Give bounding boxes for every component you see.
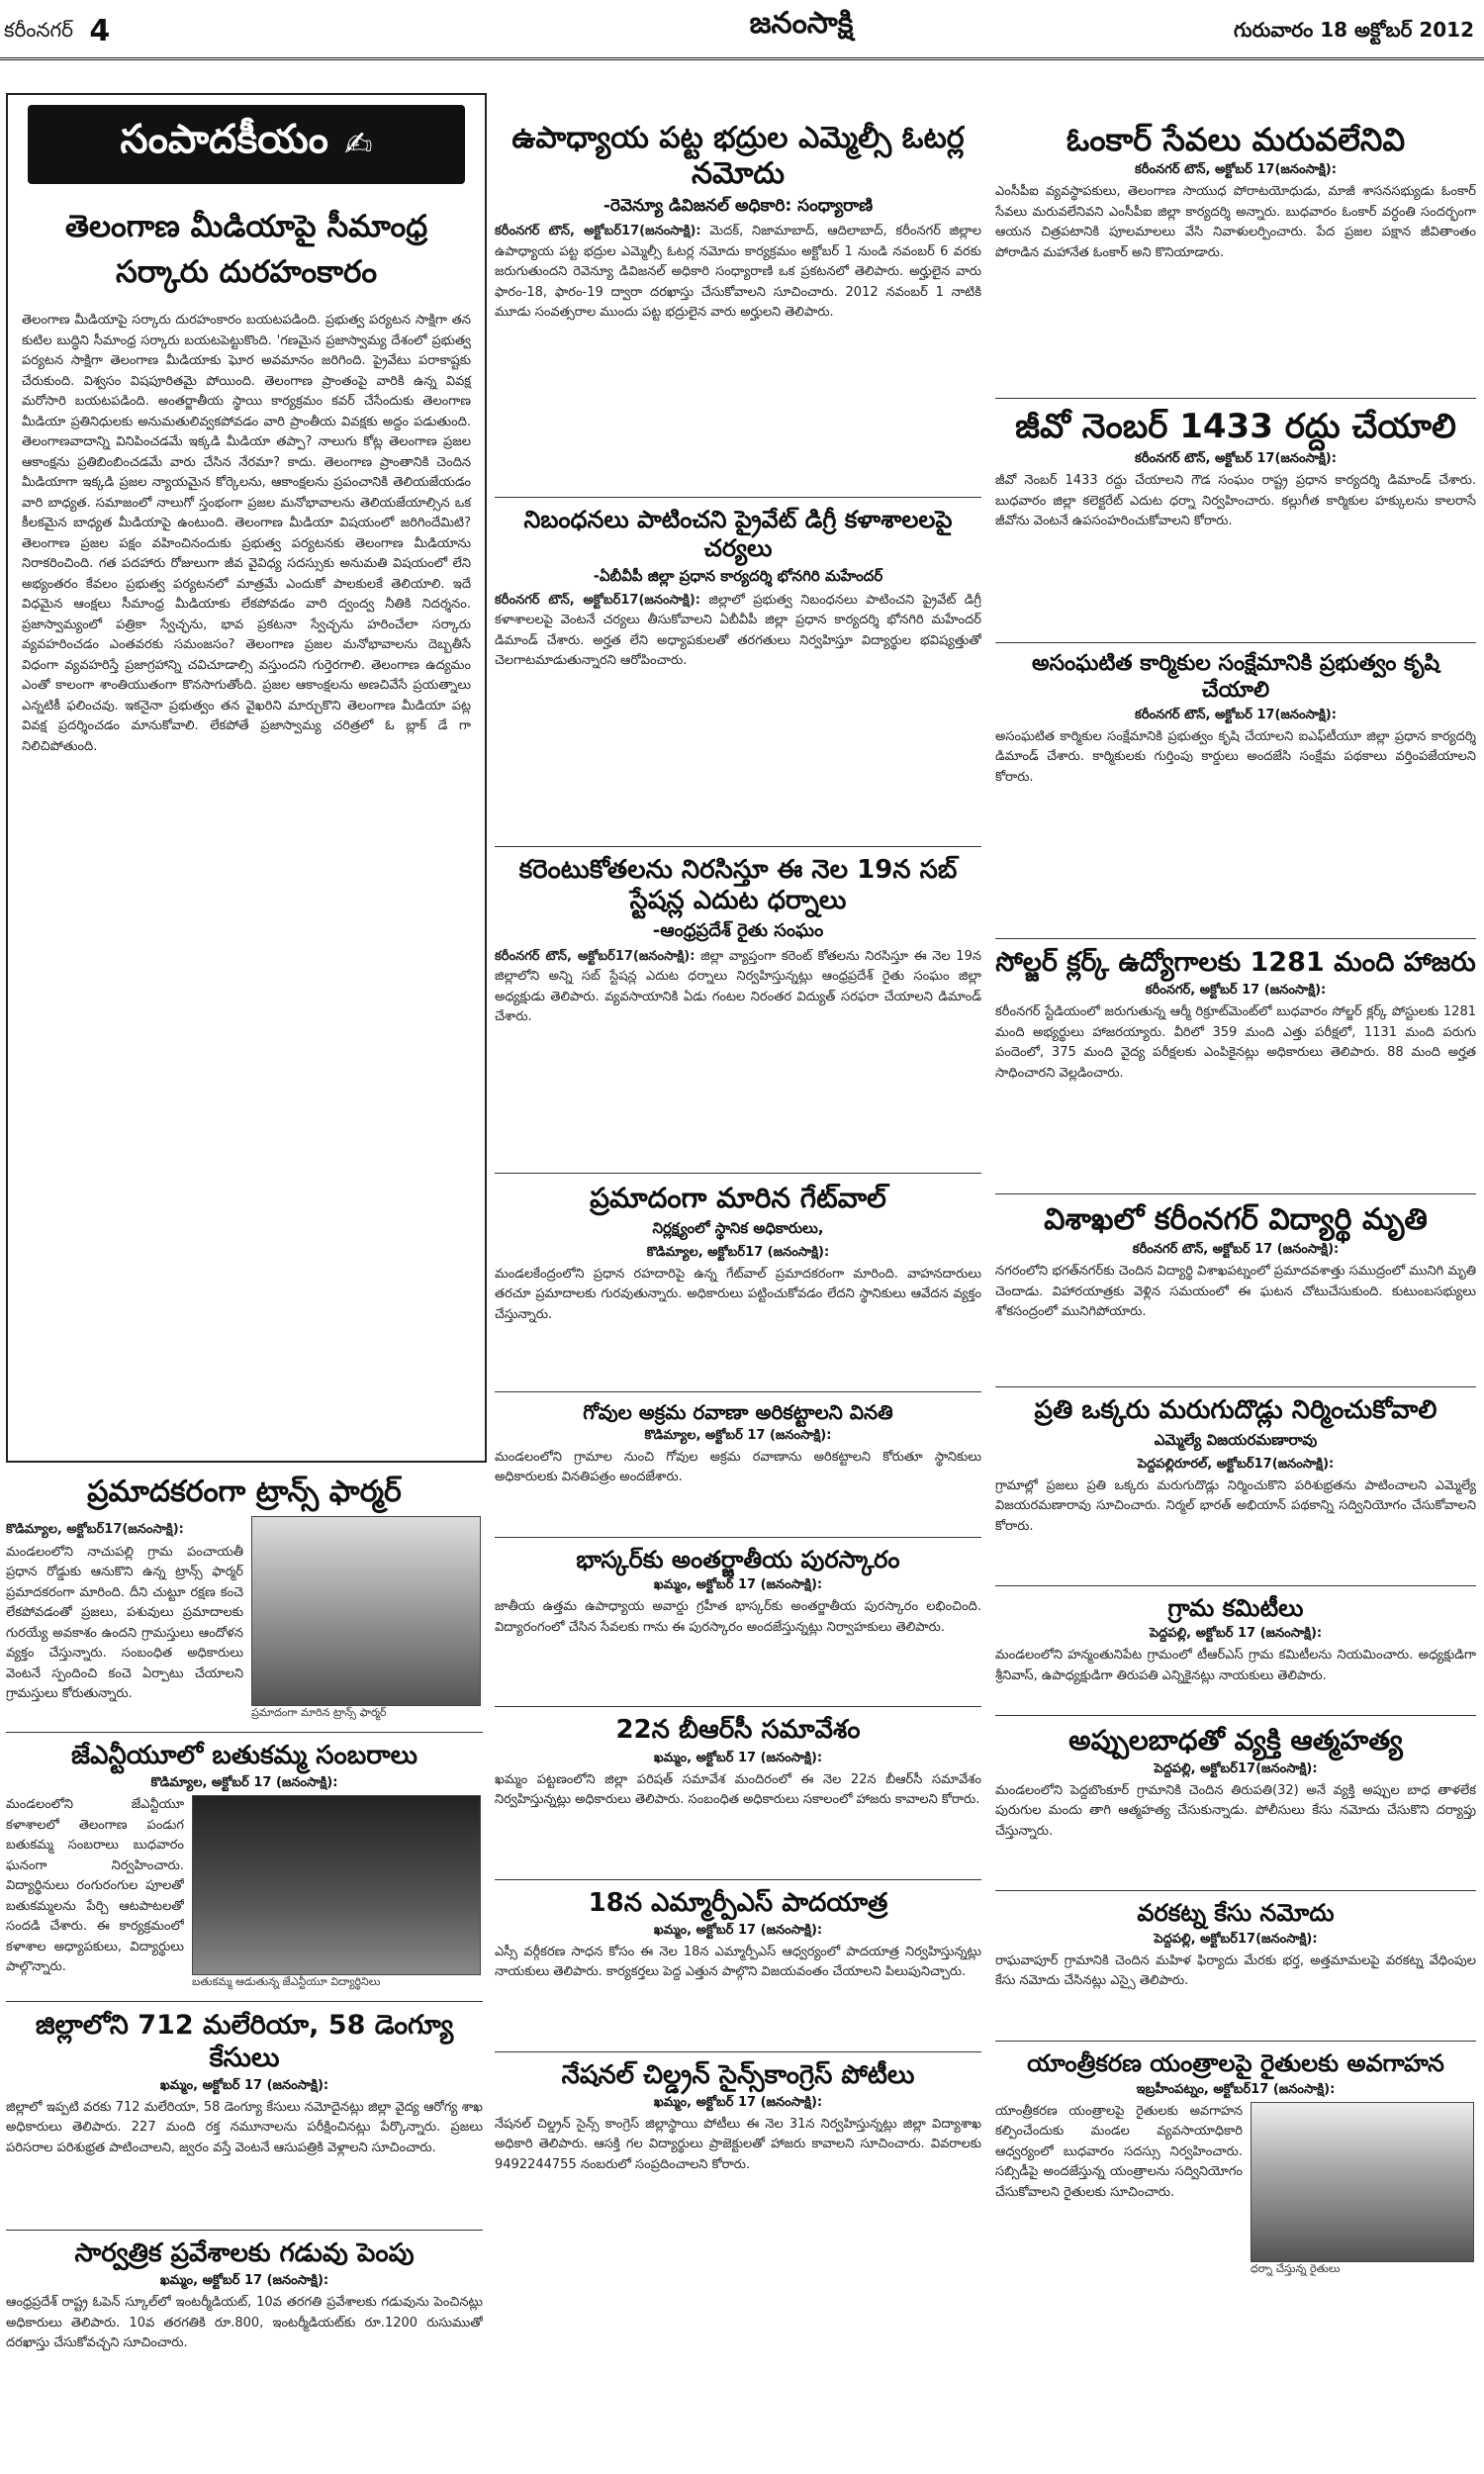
article-dateline: పెద్దపల్లిరూరల్, అక్టోబర్17(జనంసాక్షి): (1137, 1456, 1335, 1472)
editorial-title: తెలంగాణ మీడియాపై సీమాంధ్ర సర్కారు దురహంకారం (64, 209, 428, 290)
article-body-text: జిల్లా వ్యాప్తంగా కరెంట్ కోతలను నిరసిస్తూ ఈ నెల 19న జిల్లాలోని అన్ని సబ్ స్టేషన్ల ఎదుట ధర్నాలు నిర్వహిస్తున్నట్లు ఆంధ్రప్రదేశ్ రైతు సంఘం జిల్లా అధ్యక్షుడు తెలిపారు. వ్యవసాయానికి ఏడు గంటల నిరంతర విద్యుత్ సరఫరా చేయాలని డిమాండ్ చేశారు. (495, 948, 981, 1025)
article (495, 2060, 981, 2216)
article (995, 1202, 1476, 1379)
transformer-photo (251, 1516, 481, 1706)
right-column (995, 121, 1476, 2300)
article-headline: జేఎన్టీయూలో బతుకమ్మ సంబరాలు (70, 1741, 418, 1770)
article (495, 1546, 981, 1699)
divider (495, 497, 981, 498)
article-dateline: ఖమ్మం, అక్టోబర్ 17 (జనంసాక్షి): (653, 1922, 823, 1938)
divider (995, 938, 1476, 939)
article-body: అసంఘటిత కార్మికుల సంక్షేమానికి ప్రభుత్వం కృషి చేయాలని ఐఎఫ్‌టీయూ జిల్లా ప్రధాన కార్యదర్శి డిమాండ్ చేశారు. కార్మికులకు గుర్తింపు కార్డులు అందజేసి సంక్షేమ పథకాలు వర్తింపజేయాలని కోరారు. (995, 728, 1476, 785)
divider (995, 2041, 1476, 2042)
article (495, 1715, 981, 1870)
article-headline: ప్రతి ఒక్కరు మరుగుదొడ్లు నిర్మించుకోవాలి (1034, 1395, 1438, 1426)
article-body: రాఘవాపూర్ గ్రామానికి చెందిన మహిళ ఫిర్యాదు మేరకు భర్త, అత్తమామలపై వరకట్న వేధింపుల కేసు నమోదు చేసినట్లు ఎస్సై తెలిపారు. (995, 1952, 1476, 1989)
section-name: కరీంనగర్ (4, 18, 73, 42)
article-dateline: ఇబ్రహీంపట్నం, అక్టోబర్17 (జనంసాక్షి): (1136, 2081, 1336, 2097)
article-dateline: పెద్దపల్లి, అక్టోబర్17(జనంసాక్షి): (1154, 1931, 1318, 1947)
article-body-text: జిల్లాలో ప్రభుత్వ నిబంధనలు పాటించని ప్రైవేట్ డిగ్రీ కళాశాలలపై వెంటనే చర్యలు తీసుకోవాలని ఏబీవీపీ జిల్లా ప్రధాన కార్యదర్శి భోనగిరి మహేందర్ డిమాండ్ చేశారు. అర్హత లేని అధ్యాపకులతో తరగతులు నిర్వహిస్తూ విద్యార్థుల భవిష్యత్తుతో చెలగాటమాడుతున్నారని ఆరోపించారు. (495, 592, 981, 669)
bathukamma-photo (192, 1795, 481, 1975)
page-number: 4 (89, 14, 111, 48)
article-headline: భాస్కర్‌కు అంతర్జాతీయ పురస్కారం (576, 1545, 900, 1573)
article-body: ఖమ్మం పట్టణంలోని జిల్లా పరిషత్ సమావేశ మందిరంలో ఈ నెల 22న బీఆర్‌సీ సమావేశం నిర్వహిస్తున్నట్లు అధికారులు తెలిపారు. సంబంధిత అధికారులు సకాలంలో హాజరు కావాలని కోరారు. (495, 1771, 981, 1808)
photo-caption: ప్రమాదంగా మారిన ట్రాన్స్ ఫార్మర్ (251, 1706, 387, 1719)
divider (495, 2051, 981, 2052)
divider (495, 1391, 981, 1392)
divider (995, 1193, 1476, 1194)
editorial-banner-label: సంపాదకీయం (120, 117, 328, 162)
article-body: యాంత్రీకరణ యంత్రాలపై రైతులకు అవగాహన కల్పించేందుకు మండల వ్యవసాయాధికారి ఆధ్వర్యంలో బుధవారం సదస్సు నిర్వహించారు. సబ్సిడీపై అందజేస్తున్న యంత్రాలను సద్వినియోగం చేసుకోవాలని రైతులకు సూచించారు. (995, 2103, 1243, 2200)
article (995, 2049, 1476, 2300)
divider (995, 1715, 1476, 1716)
article-headline: గ్రామ కమిటీలు (1167, 1593, 1304, 1622)
article-body-text: మెదక్, నిజామాబాద్, ఆదిలాబాద్, కరీంనగర్ జిల్లాల ఉపాధ్యాయ పట్ట భద్రుల ఎమ్మెల్సీ ఓటర్ల నమోదు కార్యక్రమం అక్టోబర్ 1 నుండి నవంబర్ 6 వరకు జరుగుతుందని రెవెన్యూ డివిజనల్ అధికారి సంధ్యారాణి ఒక ప్రకటనలో తెలిపారు. అర్హులైన వారు ఫారం-18, ఫారం-19 ద్వారా దరఖాస్తు చేసుకోవాలని సూచించారు. 2012 నవంబర్ 1 నాటికి మూడు సంవత్సరాల ముందు పట్ట భద్రులైన వారు అర్హులని తెలిపారు. (495, 224, 981, 320)
article-headline: నిబంధనలు పాటించని ప్రైవేట్ డిగ్రీ కళాశాలలపై చర్యలు (523, 506, 953, 562)
article-headline: ప్రమాదంగా మారిన గేట్‌వాల్ (590, 1181, 886, 1214)
article-headline: సార్వత్రిక ప్రవేశాలకు గడువు పెంపు (74, 2237, 415, 2268)
article-dateline: కొడిమ్యాల, అక్టోబర్17 (జనంసాక్షి): (646, 1244, 830, 1260)
editorial-box (6, 93, 487, 1463)
pen-icon: ✍ (343, 125, 373, 164)
article (995, 121, 1476, 390)
article-dateline: కరీంనగర్ టౌన్, అక్టోబర్ 17(జనంసాక్షి): (1135, 451, 1337, 467)
article-dateline: కొడిమ్యాల, అక్టోబర్ 17 (జనంసాక్షి): (150, 1775, 338, 1791)
divider (495, 1173, 981, 1174)
divider (995, 398, 1476, 399)
article-headline: సోల్జర్ క్లర్క్ ఉద్యోగాలకు 1281 మంది హాజరు (995, 946, 1476, 978)
article-body: మండలంలోని హన్మంతునిపేట గ్రామంలో టీఆర్ఎస్ గ్రామ కమిటీలను నియమించారు. అధ్యక్షుడిగా శ్రీనివాస్, ఉపాధ్యక్షుడిగా తిరుపతి ఎన్నికైనట్లు నాయకులు తెలిపారు. (995, 1648, 1476, 1683)
article-headline: 18న ఎమ్మార్పీఎస్ పాదయాత్ర (588, 1887, 888, 1918)
article-body: గ్రామాల్లో ప్రజలు ప్రతి ఒక్కరు మరుగుదొడ్లు నిర్మించుకొని పరిశుభ్రతను పాటించాలని ఎమ్మెల్యే విజయరమణారావు సూచించారు. నిర్మల్ భారత్ అభియాన్ పథకాన్ని సద్వినియోగం చేసుకోవాలని కోరారు. (995, 1477, 1476, 1534)
article-body: జాతీయ ఉత్తమ ఉపాధ్యాయ అవార్డు గ్రహీత భాస్కర్‌కు అంతర్జాతీయ పురస్కారం లభించింది. విద్యారంగంలో చేసిన సేవలకు గాను ఈ పురస్కారం అందజేస్తున్నట్లు నిర్వాహకులు తెలిపారు. (495, 1599, 981, 1635)
editorial-body-text: తెలంగాణ మీడియాపై సర్కారు దురహంకారం బయటపడింది. ప్రభుత్వ పర్యటన సాక్షిగా తన కుటిల బుద్ధిని సీమాంధ్ర సర్కారు బయటపెట్టుకొంది. 'గణమైన ప్రజాస్వామ్య దేశంలో ప్రభుత్వ పర్యటన సాక్షిగా తెలంగాణ మీడియాకు ఘోర అవమానం జరిగింది. ప్రైవేటు పరాకాష్టకు చేరుకుంది. విశ్వసం విషపూరితమై పోయింది. తెలంగాణ ప్రాంతంపై వారికి ఉన్న వివక్ష మరోసారి బయటపడింది. అంతర్జాతీయ స్థాయి కార్యక్రమం కవర్ చేసేందుకు తెలంగాణ మీడియా ప్రతినిధులకు అనుమతులివ్వకపోవడం వారి ప్రాంతీయ వివక్షకు అద్దం పడుతుంది. తెలంగాణవాదాన్ని వినిపించడమే ఇక్కడి మీడియా తప్పా? నాలుగు కోట్ల తెలంగాణ ప్రజల ఆకాంక్షను ప్రతిబింబించడమే వారు చేసిన నేరమా? కాదు. తెలంగాణ ప్రాంతానికి చెందిన మీడియాగా ఇక్కడి ప్రజల న్యాయమైన కోర్కెలను, ఆకాంక్షలను ప్రపంచానికి తెలియజేయడం వారి బాధ్యత. సమాజంలో నాలుగో స్తంభంగా ప్రజల మనోభావాలను తెలియజేయాల్సిన ఒక కీలకమైన బాధ్యత మీడియాపై ఉంటుంది. తెలంగాణ మీడియా విషయంలో జరిగిందేమిటి? తెలంగాణ ప్రజల పక్షం వహించినందుకు ప్రభుత్వ పర్యటనకు తెలంగాణ మీడియాను నిరాకరించింది. గత పదహారు రోజులుగా జీవ వైవిధ్య సదస్సుకు అనుమతి విషయంలో లేని అభ్యంతరం కేవలం ప్రభుత్వ పర్యటనలో మాత్రమే ఎందుకో పాలకులకే తెలియాలి. ఇదే విధమైన ఆంక్షలు సీమాంధ్ర మీడియాకు లేకపోవడం వారి ద్వంద్వ నీతికి నిదర్శనం. ప్రజాస్వామ్యంలో పత్రికా స్వేచ్ఛను, భావ ప్రకటనా స్వేచ్ఛను హరించేలా సర్కారు వ్యవహరించడం ఎంతవరకు సమంజసం? తెలంగాణ ప్రజల మనోభావాలను దెబ్బతీసే విధంగా వ్యవహరిస్తే ప్రజాగ్రహాన్ని చవిచూడాల్సి వస్తుందని గుర్తెరగాలి. తెలంగాణ ఉద్యమం ఎంతో కాలంగా శాంతియుతంగా కొనసాగుతోంది. ప్రజల ఆకాంక్షలను అణచివేసే ప్రయత్నాలు ఎన్నటికీ ఫలించవు. ఇకనైనా ప్రభుత్వం తన వైఖరిని మార్చుకొని తెలంగాణ మీడియా పట్ల వివక్ష ప్రదర్శించడం మానుకోవాలి. లేకపోతే ప్రజాస్వామ్య చరిత్రలో ఓ బ్లాక్ డే గా నిలిచిపోతుంది. (22, 313, 471, 754)
paper-logo (693, 6, 910, 46)
article-dateline: కొడిమ్యాల, అక్టోబర్17(జనంసాక్షి): (6, 1522, 184, 1537)
issue-date: గురువారం 18 అక్టోబర్ 2012 (1233, 18, 1474, 42)
divider (995, 642, 1476, 643)
article-body-text: మండలంలోని నాచుపల్లి గ్రామ పంచాయతీ ప్రధాన రోడ్డుకు ఆనుకొని ఉన్న ట్రాన్స్ ఫార్మర్ ప్రమాదకరంగా మారింది. దీని చుట్టూ రక్షణ కంచె లేకపోవడంతో ప్రజలు, పశువులు ప్రమాదాలకు గురయ్యే అవకాశం ఉందని గ్రామస్తులు ఆందోళన వ్యక్తం చేస్తున్నారు. సంబంధిత అధికారులు వెంటనే స్పందించి కంచె ఏర్పాటు చేయాలని గ్రామస్తులు కోరుతున్నారు. (6, 1544, 243, 1701)
article-body: జీవో నెంబర్ 1433 రద్దు చేయాలని గౌడ సంఘం రాష్ట్ర ప్రధాన కార్యదర్శి డిమాండ్ చేశారు. బుధవారం జిల్లా కలెక్టరేట్ ఎదుట ధర్నా నిర్వహించారు. కల్లుగీత కార్మికుల హక్కులను కాలరాసే జీవోను వెంటనే ఉపసంహరించుకోవాలని కోరారు. (995, 473, 1476, 529)
article (995, 1899, 1476, 2033)
article-headline: 22న బీఆర్‌సీ సమావేశం (615, 1715, 861, 1746)
divider (495, 1537, 981, 1538)
article (495, 1182, 981, 1383)
article-body: మండలకేంద్రంలోని ప్రధాన రహదారిపై ఉన్న గేట్‌వాల్ ప్రమాదకరంగా మారింది. వాహనదారులు తరచూ ప్రమాదాలకు గురవుతున్నారు. అధికారులు పట్టించుకోవడం లేదని స్థానికులు ఆవేదన వ్యక్తం చేస్తున్నారు. (495, 1266, 981, 1322)
article-body: నగరంలోని భగత్‌నగర్‌కు చెందిన విద్యార్థి విశాఖపట్నంలో ప్రమాదవశాత్తు సముద్రంలో మునిగి మృతి చెందాడు. విహారయాత్రకు వెళ్లిన సమయంలో ఈ ఘటన చోటుచేసుకుంది. కుటుంబసభ్యులు శోకసంద్రంలో మునిగిపోయారు. (995, 1264, 1476, 1320)
article-headline: నేషనల్ చిల్డ్రన్ సైన్స్‌కాంగ్రెస్ పోటీలు (561, 2059, 915, 2090)
article-headline: యాంత్రీకరణ యంత్రాలపై రైతులకు అవగాహన (1027, 2048, 1444, 2077)
article-headline: విశాఖలో కరీంనగర్ విద్యార్థి మృతి (1044, 1202, 1428, 1238)
divider (6, 1732, 483, 1733)
divider (6, 2230, 483, 2231)
article-dateline: కరీంనగర్, అక్టోబర్ 17 (జనంసాక్షి): (1145, 983, 1327, 999)
article-body: మండలంలోని జేఎన్టీయూ కళాశాలలో తెలంగాణ పండుగ బతుకమ్మ సంబరాలు బుధవారం ఘనంగా నిర్వహించారు. విద్యార్థినులు రంగురంగుల పూలతో బతుకమ్మలను పేర్చి ఆటపాటలతో సందడి చేశారు. ఈ కార్యక్రమంలో కళాశాల అధ్యాపకులు, విద్యార్థులు పాల్గొన్నారు. (6, 1797, 184, 1975)
article (995, 407, 1476, 634)
article (6, 2238, 483, 2397)
article-body: మండలంలోని గ్రామాల నుంచి గోవుల అక్రమ రవాణాను అరికట్టాలని కోరుతూ స్థానికులు అధికారులకు వినతిపత్రం అందజేశారు. (495, 1449, 981, 1485)
article-body: మండలంలోని పెద్దబొంకూర్ గ్రామానికి చెందిన తిరుపతి(32) అనే వ్యక్తి అప్పుల బాధ తాళలేక పురుగుల మందు తాగి ఆత్మహత్య చేసుకున్నాడు. పోలీసులు కేసు నమోదు చేసుకొని దర్యాప్తు చేస్తున్నారు. (995, 1782, 1476, 1839)
article-headline: ఓంకార్ సేవలు మరువలేనివి (1066, 121, 1406, 158)
divider (6, 2001, 483, 2002)
divider (495, 1706, 981, 1707)
article-body (6, 1516, 243, 1724)
article-body (495, 222, 981, 489)
article-dateline: ఖమ్మం, అక్టోబర్ 17 (జనంసాక్షి): (653, 1750, 823, 1765)
article-subhead: -రెవెన్యూ డివిజనల్ అధికారి: సంధ్యారాణి (603, 196, 874, 216)
article-body: నేషనల్ చిల్డ్రన్ సైన్స్ కాంగ్రెస్ జిల్లాస్థాయి పోటీలు ఈ నెల 31న నిర్వహిస్తున్నట్లు జిల్లా విద్యాశాఖ అధికారి తెలిపారు. ఆసక్తి గల విద్యార్థులు ప్రాజెక్టులతో హాజరు కావాలని సూచించారు. వివరాలకు 9492244755 నంబరులో సంప్రదించాలని కోరారు. (495, 2116, 981, 2172)
article (495, 855, 981, 1165)
article-headline: వరకట్న కేసు నమోదు (1137, 1898, 1335, 1927)
article-body: కరీంనగర్ స్టేడియంలో జరుగుతున్న ఆర్మీ రిక్రూట్‌మెంట్‌లో బుధవారం సోల్జర్ క్లర్క్ పోస్టులకు 1281 మంది అభ్యర్థులు హాజరయ్యారు. వీరిలో 359 మంది ఎత్తు పరీక్షలో, 1131 మంది పరుగు పందెంలో, 375 మంది వైద్య పరీక్షలకు ఎంపికైనట్లు అధికారులు తెలిపారు. 88 మంది అర్హత సాధించారని వెల్లడించారు. (995, 1004, 1476, 1081)
article-headline: ఉపాధ్యాయ పట్ట భద్రుల ఎమ్మెల్సీ ఓటర్ల నమోదు (511, 121, 965, 191)
divider (495, 1879, 981, 1880)
photo-caption: ధర్నా చేస్తున్న రైతులు (1251, 2261, 1341, 2275)
divider (995, 1890, 1476, 1891)
article-headline: కరెంటుకోతలను నిరసిస్తూ ఈ నెల 19న సబ్ స్టేషన్ల ఎదుట ధర్నాలు (518, 854, 958, 915)
article-headline: జిల్లాలోని 712 మలేరియా, 58 డెంగ్యూ కేసులు (35, 2010, 454, 2073)
masthead (0, 0, 1484, 60)
article-dateline: కరీంనగర్ టౌన్, అక్టోబర్17(జనంసాక్షి): (495, 948, 696, 964)
left-column (6, 1475, 483, 2397)
middle-column (495, 121, 981, 2216)
article-subhead: ఎమ్మెల్యే విజయరమణారావు (1154, 1430, 1318, 1449)
article-headline: ప్రమాదకరంగా ట్రాన్స్ ఫార్మర్ (87, 1475, 402, 1509)
divider (995, 1585, 1476, 1586)
article-subhead: నిర్లక్ష్యంలో స్థానిక అధికారులు, (652, 1218, 824, 1237)
divider (995, 1386, 1476, 1387)
section-label (4, 14, 110, 48)
article-subhead: -ఆంధ్రప్రదేశ్ రైతు సంఘం (652, 919, 824, 941)
article-dateline: కరీంనగర్ టౌన్, అక్టోబర్ 17(జనంసాక్షి): (1135, 162, 1337, 178)
article-dateline: కరీంనగర్ టౌన్, అక్టోబర్17(జనంసాక్షి): (495, 224, 701, 238)
article-headline: అసంఘటిత కార్మికుల సంక్షేమానికి ప్రభుత్వం కృషి చేయాలి (1031, 651, 1440, 703)
article (6, 1741, 483, 1993)
article-dateline: ఖమ్మం, అక్టోబర్ 17 (జనంసాక్షి): (653, 1577, 823, 1593)
article-dateline: కొడిమ్యాల, అక్టోబర్ 17 (జనంసాక్షి): (644, 1427, 832, 1443)
article-body (495, 591, 981, 838)
article-body: ఎస్సీ వర్గీకరణ సాధన కోసం ఈ నెల 18న ఎమ్మార్పీఎస్ ఆధ్వర్యంలో పాదయాత్ర నిర్వహిస్తున్నట్లు నాయకులు తెలిపారు. కార్యకర్తలు పెద్ద ఎత్తున పాల్గొని విజయవంతం చేయాలని పిలుపునిచ్చారు. (495, 1944, 981, 1980)
article (495, 1888, 981, 2044)
article (995, 1724, 1476, 1882)
article-subhead: -ఏబీవీపీ జిల్లా ప్రధాన కార్యదర్శి భోనగిరి మహేందర్ (593, 566, 883, 585)
paper-name: జనంసాక్షి (749, 6, 854, 41)
article (495, 1400, 981, 1529)
article-body: ఆంధ్రప్రదేశ్ రాష్ట్ర ఓపెన్ స్కూల్‌లో ఇంటర్మీడియట్, 10వ తరగతి ప్రవేశాలకు గడువును పెంచినట్లు అధికారులు తెలిపారు. 10వ తరగతికి రూ.800, ఇంటర్మీడియట్‌కు రూ.1200 రుసుముతో దరఖాస్తు చేసుకోవచ్చని సూచించారు. (6, 2295, 483, 2351)
article-headline: అప్పులబాధతో వ్యక్తి ఆత్మహత్య (1068, 1724, 1403, 1758)
article-dateline: ఖమ్మం, అక్టోబర్ 17 (జనంసాక్షి): (653, 2094, 823, 2110)
article-dateline: ఖమ్మం, అక్టోబర్ 17 (జనంసాక్షి): (159, 2273, 329, 2289)
article-headline: గోవుల అక్రమ రవాణా అరికట్టాలని వినతి (583, 1399, 893, 1424)
article-dateline: ఖమ్మం, అక్టోబర్ 17 (జనంసాక్షి): (159, 2077, 329, 2093)
farmers-photo (1251, 2102, 1474, 2262)
article-body (495, 947, 981, 1165)
article-body: ఎంసీపీఐ వ్యవస్థాపకులు, తెలంగాణ సాయుధ పోరాటయోధుడు, మాజీ శాసనసభ్యుడు ఓంకార్ సేవలు మరువలేనివని ఎంసీపీఐ జిల్లా కార్యదర్శి అన్నారు. బుధవారం ఓంకార్ వర్ధంతి సందర్భంగా ఆయన చిత్రపటానికి పూలమాలలు వేసి నివాళులర్పించారు. పేద ప్రజల పక్షాన జీవితాంతం పోరాడిన మహానేత ఓంకార్ అని కొనియాడారు. (995, 184, 1476, 260)
article-dateline: కరీంనగర్ టౌన్, అక్టోబర్17(జనంసాక్షి): (495, 592, 700, 608)
article-body: జిల్లాలో ఇప్పటి వరకు 712 మలేరియా, 58 డెంగ్యూ కేసులు నమోదైనట్లు జిల్లా వైద్య ఆరోగ్య శాఖ అధికారులు తెలిపారు. 227 మంది రక్త నమూనాలను పరీక్షించినట్లు పేర్కొన్నారు. ప్రజలు పరిసరాల పరిశుభ్రత పాటించాలని, జ్వరం వస్తే వెంటనే ఆసుపత్రికి వెళ్లాలని సూచించారు. (6, 2099, 483, 2155)
photo-caption: బతుకమ్మ ఆడుతున్న జేఎన్టీయూ విద్యార్థినిలు (192, 1975, 381, 1989)
editorial-body (8, 311, 485, 1439)
article-dateline: పెద్దపల్లి, అక్టోబర్ 17 (జనంసాక్షి): (1149, 1626, 1323, 1642)
article (6, 1475, 483, 1724)
article (995, 947, 1476, 1186)
article-headline: జీవో నెంబర్ 1433 రద్దు చేయాలి (1015, 407, 1456, 447)
article-dateline: కరీంనగర్ టౌన్, అక్టోబర్ 17 (జనంసాక్షి): (1132, 1242, 1340, 1258)
article (6, 2010, 483, 2222)
article-dateline: కరీంనగర్ టౌన్, అక్టోబర్ 17(జనంసాక్షి): (1135, 707, 1337, 722)
article (995, 1594, 1476, 1708)
article (995, 1395, 1476, 1576)
article-dateline: పెద్దపల్లి, అక్టోబర్17(జనంసాక్షి): (1154, 1760, 1318, 1776)
divider (495, 846, 981, 847)
article (995, 651, 1476, 930)
article (495, 506, 981, 838)
article (495, 121, 981, 489)
editorial-banner (28, 105, 465, 184)
